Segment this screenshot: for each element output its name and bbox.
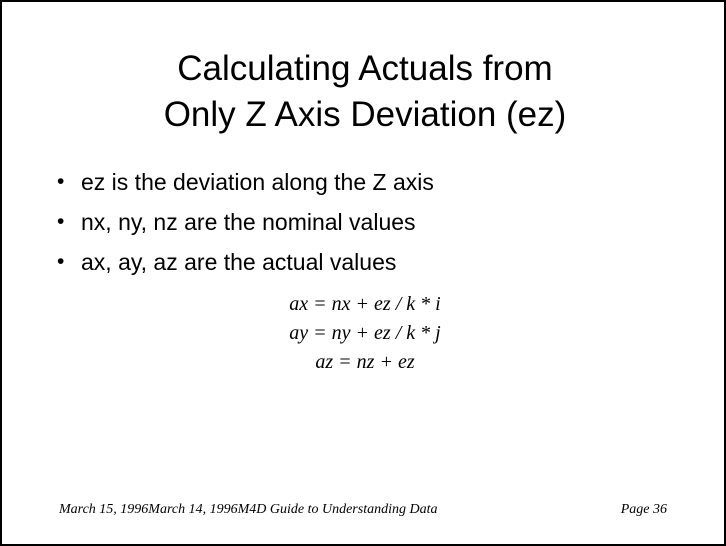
list-item-label: ez is the deviation along the Z axis [81, 169, 434, 195]
bullet-icon: • [57, 210, 65, 233]
page-number: Page 36 [620, 502, 667, 517]
page-title [42, 46, 688, 138]
title-line-2: Only Z Axis Deviation (ez) [163, 95, 567, 134]
equation-line: ax = nx + ez / k * i [289, 293, 441, 315]
bullet-icon: • [57, 170, 65, 193]
list-item-label: ax, ay, az are the actual values [81, 249, 397, 275]
equation-line: ay = ny + ez / k * j [289, 322, 441, 344]
equation-line: az = nz + ez [315, 351, 415, 373]
list-item [57, 202, 677, 242]
equation-block [2, 290, 726, 377]
footer-date-source: March 15, 1996March 14, 1996M4D Guide to Understanding Data [59, 502, 438, 517]
slide-footer [59, 502, 667, 518]
bullet-list [57, 162, 677, 282]
title-line-1: Calculating Actuals from [177, 49, 553, 88]
list-item-label: nx, ny, nz are the nominal values [81, 209, 416, 235]
list-item [57, 242, 677, 282]
bullet-icon: • [57, 250, 65, 273]
list-item [57, 162, 677, 202]
